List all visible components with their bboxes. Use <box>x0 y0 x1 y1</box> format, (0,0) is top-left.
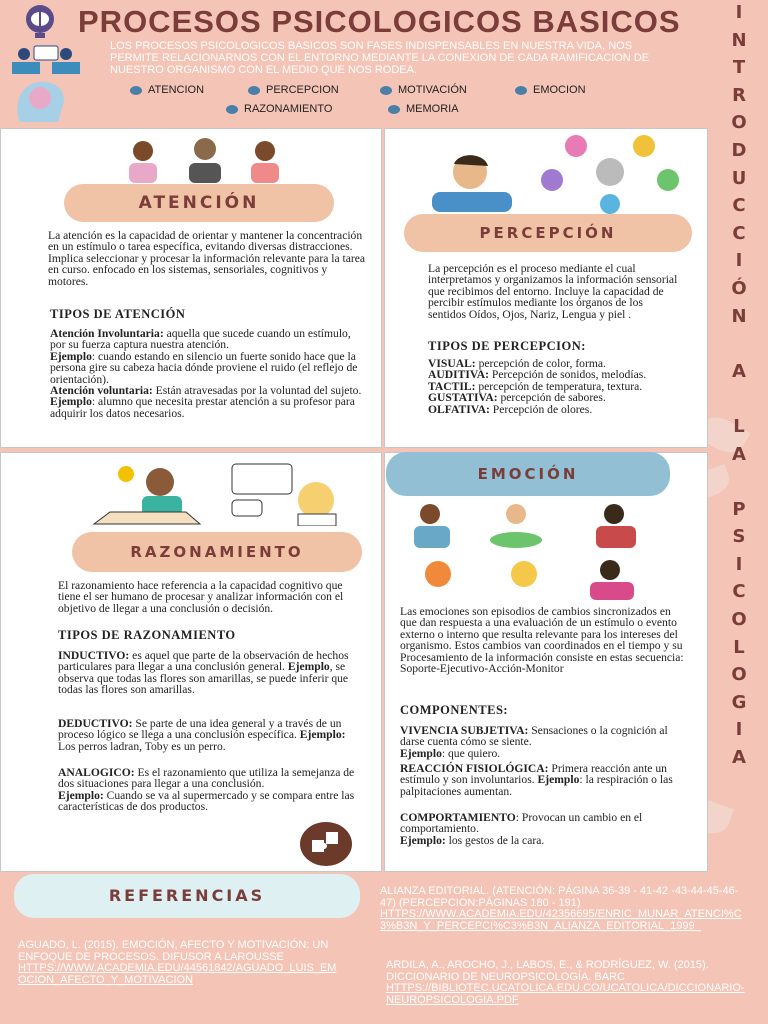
emocion-vivencia: VIVENCIA SUBJETIVA: Sensaciones o la cognición al darse cuenta cómo se siente. Ejemplo: que quiero. <box>400 724 668 760</box>
puzzle-icon <box>300 822 352 866</box>
thinking-child-illustration <box>228 460 348 526</box>
atencion-body: La atención es la capacidad de orientar y mantener la concentración en un estímulo o tarea específica, evitando diversas distracciones. Implica seleccionar y procesar la información relevante para la tarea en curso. enfocado en los sistemas, sensoriales, cognitivos y motores. <box>48 229 366 288</box>
razonamiento-analogico: ANALOGICO: Es el razonamiento que utiliza la semejanza de dos situaciones para llegar a una conclusión. Ejemplo: Cuando se va al supermercado y se compara entre las características de dos productos. <box>58 766 355 814</box>
percepcion-item-auditiva: AUDITIVA: Percepción de sonidos, melodías. <box>428 368 647 382</box>
atencion-types-title: TIPOS DE ATENCIÓN <box>50 307 186 321</box>
emocion-fisiologica: REACCIÓN FISIOLÓGICA: Primera reacción ante un estímulo y son involuntarios. Ejemplo: la respiración o las palpitaciones aumentan. <box>400 762 673 798</box>
tag-motivacion: MOTIVACIÓN <box>380 84 467 96</box>
reference-aguado: AGUADO, L. (2015). EMOCIÓN, AFECTO Y MOTIVACIÓN: UN ENFOQUE DE PROCESOS. DIFUSOR A LAROUSSE HTTPS://WWW.ACADEMIA.EDU/44561842/AGUADO_LUIS_EMOCION_AFECTO_Y_MOTIVACION <box>18 939 337 986</box>
emocion-heading: EMOCIÓN <box>386 452 670 496</box>
reference-alianza-link[interactable]: HTTPS://WWW.ACADEMIA.EDU/42356695/ENRIC_MUNAR_ATENCI%C3%B3N_Y_PERCEPCI%C3%B3N_ALIANZA_EDITORIAL_1999_ <box>380 908 742 932</box>
brain-icon <box>515 86 527 95</box>
percepcion-types-list <box>428 358 688 415</box>
brain-icon <box>380 86 392 95</box>
thinking-man-illustration <box>418 150 518 212</box>
brain-icon <box>130 86 142 95</box>
page-title: PROCESOS PSICOLOGICOS BASICOS <box>78 4 681 39</box>
brain-icon <box>388 105 400 114</box>
tag-atencion: ATENCION <box>130 84 204 96</box>
razonamiento-deductivo: DEDUCTIVO: Se parte de una idea general y a través de un proceso lógico se llega a una conclusión específica. Ejemplo: Los perros ladran, Toby es un perro. <box>58 717 346 753</box>
attention-people-illustration <box>115 133 295 183</box>
head-brain-illustration <box>10 78 72 124</box>
tag-percepcion: PERCEPCION <box>248 84 339 96</box>
vertical-title: I N T R O D U C C I Ó N A L A P S I C O L O G I A <box>731 2 747 769</box>
reference-alianza: ALIANZA EDITORIAL. (ATENCIÓN: PÁGINA 36-39 - 41-42 -43-44-45-46-47) (PERCEPCIÓN:PÁGINAS 180 - 191) HTTPS://WWW.ACADEMIA.EDU/42356695/ENRIC_MUNAR_ATENCI%C3%B3N_Y_PERCEPCI%C3%B3N_ALIANZA_EDITORIAL_1999_ <box>380 885 742 932</box>
percepcion-body: La percepción es el proceso mediante el cual interpretamos y organizamos la información sensorial que recibimos del entorno. Incluye la capacidad de percibir estímulos mediante los órganos de los sentidos Oídos, Ojos, Nariz, Lengua y piel . <box>428 262 678 321</box>
razonamiento-body: El razonamiento hace referencia a la capacidad cognitivo que tiene el ser humano de procesar y analizar información con el objetivo de llegar a una conclusión o decisión. <box>58 579 344 615</box>
emocion-comportamiento: COMPORTAMIENTO: Provocan un cambio en el comportamiento. Ejemplo: los gestos de la cara. <box>400 811 643 847</box>
percepcion-types-title: TIPOS DE PERCEPCION: <box>428 339 586 353</box>
reference-aguado-link[interactable]: HTTPS://WWW.ACADEMIA.EDU/44561842/AGUADO_LUIS_EMOCION_AFECTO_Y_MOTIVACION <box>18 962 337 986</box>
razonamiento-heading: RAZONAMIENTO <box>72 532 362 572</box>
razonamiento-types-title: TIPOS DE RAZONAMIENTO <box>58 628 236 642</box>
tag-memoria: MEMORIA <box>388 103 459 115</box>
reference-ardila: ARDILA, A., AROCHO, J., LABOS, E., & RODRÍGUEZ, W. (2015). DICCIONARIO DE NEUROPSICOLOGÍA. BARC HTTPS://BIBLIOTEC.UCATOLICA.EDU.CO/UCATOLICA/DICCIONARIO-NEUROPSICOLOGIA.PDF <box>386 959 745 1006</box>
emocion-components-title: COMPONENTES: <box>400 703 509 717</box>
percepcion-item-olfativa: OLFATIVA: Percepción de olores. <box>428 402 593 416</box>
tag-razonamiento: RAZONAMIENTO <box>226 103 332 115</box>
razonamiento-inductivo: INDUCTIVO: es aquel que parte de la observación de hechos particulares para llegar a una conclusión general. Ejemplo, se observa que todas las flores son amarillas, se puede inferir que todas las flores son amarillas. <box>58 649 349 697</box>
atencion-heading: ATENCIÓN <box>64 184 334 222</box>
idea-girl-illustration <box>90 460 210 526</box>
intro-text: LOS PROCESOS PSICOLOGICOS BASICOS SON FASES INDISPENSABLES EN NUESTRA VIDA, NOS PERMITE RELACIONARNOS CON EL ENTORNO MEDIANTE LA CONEXION DE CADA RAMIFICACION DE NUESTRO ORGANISMO CON EL MEDIO QUE NOS RODEA. <box>110 40 650 76</box>
percepcion-item-gustativa: GUSTATIVA: percepción de sabores. <box>428 391 606 405</box>
atencion-types-text: Atención Involuntaria: aquella que sucede cuando un estímulo, por su fuerza captura nuestra atención. Ejemplo: cuando estando en silencio un fuerte sonido hace que la persona gire su cabeza hacia dónde proviene el ruido (el reflejo de orientación). Atención voluntaria: Están atravesadas por la voluntad del sujeto. Ejemplo: alumno que necesita prestar atención a su profesor para adquirir los datos necesarios. <box>50 327 362 420</box>
tag-emocion: EMOCION <box>515 84 586 96</box>
percepcion-heading: PERCEPCIÓN <box>404 214 692 252</box>
brain-icon <box>248 86 260 95</box>
reference-ardila-link[interactable]: HTTPS://BIBLIOTEC.UCATOLICA.EDU.CO/UCATOLICA/DICCIONARIO-NEUROPSICOLOGIA.PDF <box>386 982 745 1006</box>
brain-icon <box>226 105 238 114</box>
percepcion-item-tactil: TACTIL: percepción de temperatura, textura. <box>428 379 643 393</box>
emotions-people-illustration <box>404 500 654 604</box>
brain-logo-icon <box>18 2 62 40</box>
team-illustration <box>8 44 84 78</box>
senses-diagram-illustration <box>532 134 688 214</box>
emocion-body: Las emociones son episodios de cambios sincronizados en que dan respuesta a una evaluación de un estímulo o evento externo o interno que resulta relevante para los intereses del organismo. Estos cambios van coordinados en el tiempo y su Procesamiento de la información consiste en estas secuencia: Soporte-Ejecutivo-Acción-Monitor <box>400 605 684 676</box>
referencias-heading: REFERENCIAS <box>14 874 360 918</box>
percepcion-item-visual: VISUAL: percepción de color, forma. <box>428 357 606 370</box>
